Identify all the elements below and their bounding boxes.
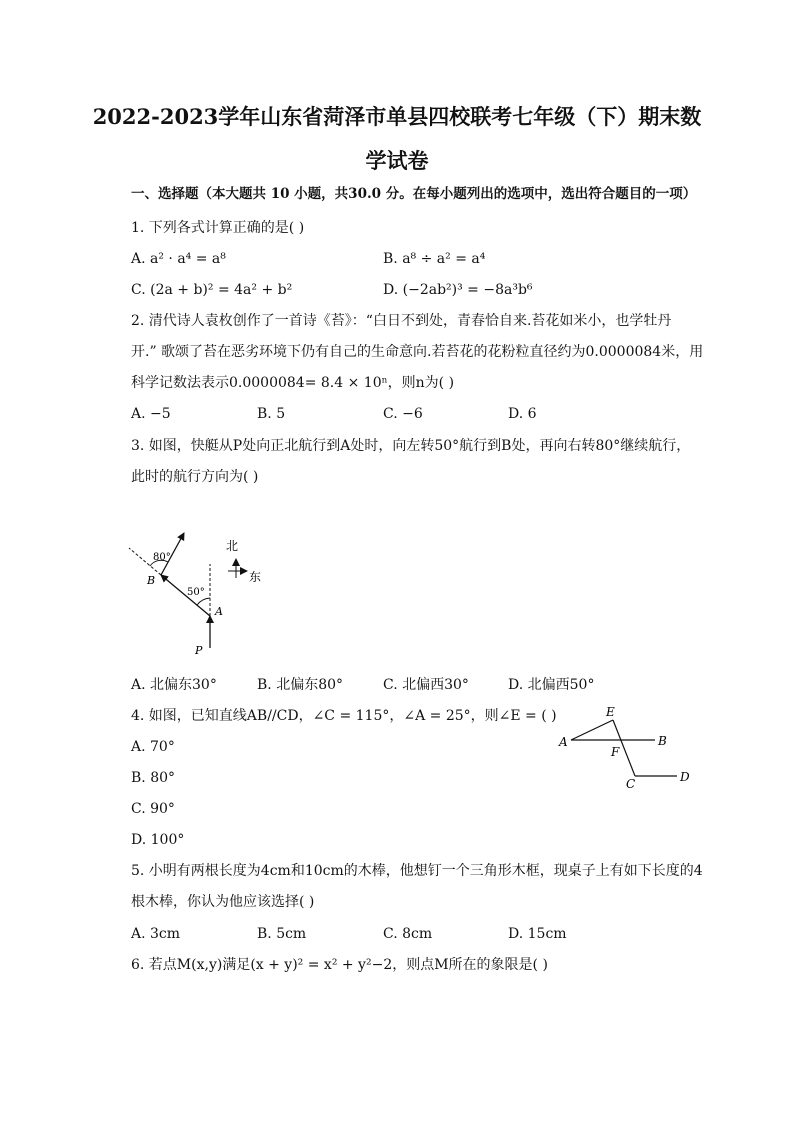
question-2-option-d: D. 6 (508, 406, 537, 422)
question-1-option-c: C. (2a + b)² = 4a² + b² (131, 282, 293, 298)
label-point-e: E (606, 705, 615, 719)
question-5-stem-line-2: 根木棒，你认为他应该选择( ) (131, 894, 315, 910)
compass-north-label: 北 (226, 539, 239, 553)
label-point-b: B (658, 734, 667, 748)
exam-title-line-1: 2022-2023学年山东省菏泽市单县四校联考七年级（下）期末数 (92, 104, 702, 129)
question-1-option-a: A. a² · a⁴ = a⁸ (131, 251, 226, 267)
question-2-stem-line-3: 科学记数法表示0.0000084= 8.4 × 10ⁿ，则n为( ) (131, 375, 455, 391)
compass-east-label: 东 (249, 570, 262, 584)
label-angle-80: 80° (153, 552, 171, 563)
section-heading: 一、选择题（本大题共 10 小题，共30.0 分。在每小题列出的选项中，选出符合题目的一项） (131, 186, 697, 202)
question-4-figure (555, 700, 700, 792)
label-point-p: P (195, 644, 203, 657)
question-4-option-c: C. 90° (131, 801, 175, 817)
question-2-option-b: B. 5 (257, 406, 286, 422)
question-1-option-b: B. a⁸ ÷ a² = a⁴ (383, 251, 486, 267)
question-3-option-b: B. 北偏东80° (257, 677, 344, 693)
label-point-d: D (680, 770, 690, 784)
angle-arc-50 (197, 598, 210, 605)
question-5-option-a: A. 3cm (131, 926, 181, 942)
label-point-c: C (626, 777, 636, 791)
question-5-option-c: C. 8cm (383, 926, 433, 942)
question-1-stem: 1. 下列各式计算正确的是( ) (131, 220, 305, 236)
question-5-option-b: B. 5cm (257, 926, 307, 942)
label-angle-50: 50° (187, 587, 205, 598)
question-2-option-a: A. −5 (131, 406, 171, 422)
question-5-stem-line-1: 5. 小明有两根长度为4cm和10cm的木棒，他想钉一个三角形木框，现桌子上有如下长度的4 (131, 863, 703, 879)
label-point-a: A (559, 735, 568, 749)
question-3-figure (120, 528, 280, 663)
exam-title-line-2: 学试卷 (365, 148, 429, 173)
question-1-option-d: D. (−2ab²)³ = −8a³b⁶ (383, 282, 533, 298)
question-2-option-c: C. −6 (383, 406, 423, 422)
question-3-option-a: A. 北偏东30° (131, 677, 217, 693)
question-3-stem-line-1: 3. 如图，快艇从P处向正北航行到A处时，向左转50°航行到B处，再向右转80°继续航行， (131, 438, 691, 454)
question-4-option-a: A. 70° (131, 739, 175, 755)
label-point-a: A (215, 605, 223, 618)
question-3-option-d: D. 北偏西50° (508, 677, 595, 693)
question-6-stem: 6. 若点M(x,y)满足(x + y)² = x² + y²−2，则点M所在的象限是( ) (131, 957, 548, 973)
question-4-option-b: B. 80° (131, 770, 176, 786)
label-point-f: F (611, 745, 620, 759)
question-3-option-c: C. 北偏西30° (383, 677, 469, 693)
question-2-stem-line-1: 2. 清代诗人袁枚创作了一首诗《苔》：“白日不到处，青春恰自来.苔花如米小，也学牡丹 (131, 313, 672, 329)
question-4-stem: 4. 如图，已知直线AB//CD，∠C = 115°，∠A = 25°，则∠E = ( ) (131, 708, 557, 724)
label-point-b: B (147, 574, 156, 587)
segment-ae (571, 720, 613, 740)
question-5-option-d: D. 15cm (508, 926, 567, 942)
question-2-stem-line-2: 开.” 歌颂了苔在恶劣环境下仍有自己的生命意向.若苔花的花粉粒直径约为0.0000084米，用 (131, 344, 704, 360)
question-4-option-d: D. 100° (131, 832, 185, 848)
question-3-stem-line-2: 此时的航行方向为( ) (131, 469, 259, 485)
